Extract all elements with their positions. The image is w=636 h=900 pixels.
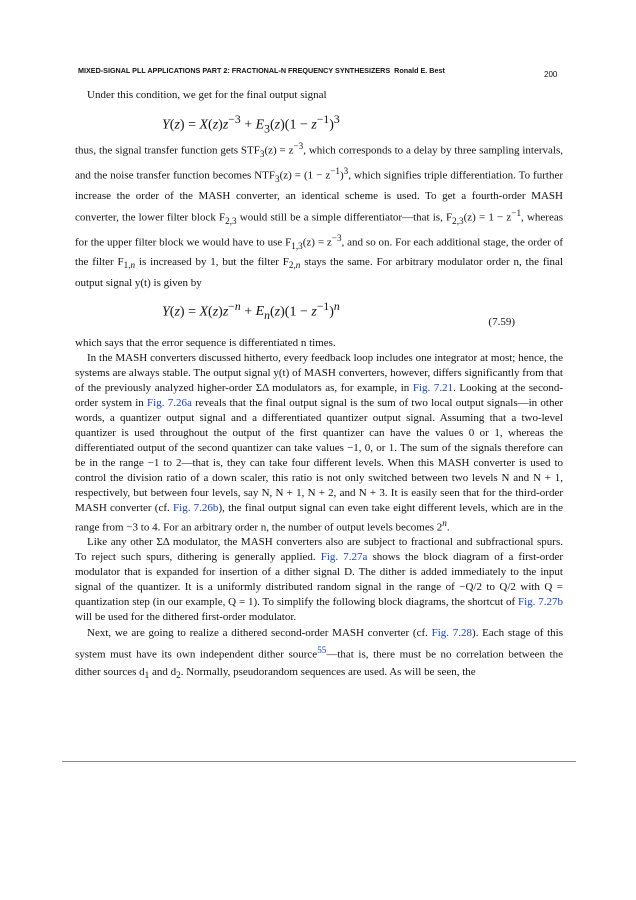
paragraph-3: In the MASH converters discussed hitherto, every feedback loop includes one integrator at most; hence, the systems are always stable. The output signal y(t) of MASH converters, however, differs significantly from that of the previously analyzed higher-order ΣΔ modulators as, for example, in Fig. 7.21. Looking at the second-order system in Fig. 7.26a reveals that the final output signal is the sum of two local output signals—in other words, a quantizer output signal and a differentiated quantizer output signal. Assuming that a two-level quantizer is used throughout the output of the first quantizer can have the values 0 or 1, whereas the differentiated output of the second quantizer can take values −1, 0, or 1. The sum of the signals therefore can be in the range −1 to 2—that is, they can take four different levels. When this MASH converter is used to control the division ratio of a down scaler, this ratio is not only switched between two levels N and N + 1, respectively, but between four levels, say N, N + 1, N + 2, and N + 3. It is easily seen that for the third-order MASH converter (cf. Fig. 7.26b), the final output signal can even take eight different levels, which are in the range from −3 to 4. For an arbitrary order n, the number of output levels becomes 2$^n$. xyxy=(75,351,564,534)
equation-2-math: $Y(z) = X(z)z^{-n} + E_n(z)(1 - z^{-1})^n$ xyxy=(162,299,340,323)
equation-1-math: $Y(z) = X(z)z^{-3} + E_3(z)(1 - z^{-1})^3$ xyxy=(162,113,340,136)
equation-1 xyxy=(75,104,563,138)
fig-7-26b-link[interactable]: Fig. 7.26b xyxy=(173,501,219,514)
paragraph-4: Like any other ΣΔ modulator, the MASH converters also are subject to fractional and subfractional spurs. To reject such spurs, dithering is generally applied. Fig. 7.27a shows the block diagram of a first-order modulator that is expanded for insertion of a dither signal D. The dither is added immediately to the input signal of the quantizer. It is a uniformly distributed random signal in the range of −Q/2 to Q/2 with Q = quantization step (in our example, Q = 1). To simplify the following block diagrams, the shortcut of Fig. 7.27b will be used for the dithered first-order modulator. xyxy=(75,536,563,624)
header-author: Ronald E. Best xyxy=(394,66,445,75)
running-header xyxy=(78,66,508,76)
equation-2 xyxy=(75,292,563,336)
equation-number: (7.59) xyxy=(488,315,515,328)
fig-7-28-link[interactable]: Fig. 7.28 xyxy=(431,627,473,640)
fig-7-27b-link[interactable]: Fig. 7.27b xyxy=(517,596,563,609)
paragraph-5: Next, we are going to realize a dithered second-order MASH converter (cf. Fig. 7.28). Each stage of this system must have its own independent dither source$^{55}$—that is, there must be no correlation between the dither sources $d_1$ and $d_2$. Normally, pseudorandom sequences are used. As will be seen, the xyxy=(75,627,563,681)
body-text xyxy=(75,87,563,684)
footer-rule xyxy=(62,761,576,762)
header-title: MIXED-SIGNAL PLL APPLICATIONS PART 2: FRACTIONAL-N FREQUENCY SYNTHESIZERS xyxy=(78,66,391,75)
footnote-55-link[interactable]: 55 xyxy=(317,645,327,656)
fig-7-26a-link[interactable]: Fig. 7.26a xyxy=(147,396,192,409)
page-number: 200 xyxy=(544,70,558,79)
fig-7-27a-link[interactable]: Fig. 7.27a xyxy=(320,551,368,564)
paragraph-2: which says that the error sequence is differentiated n times. xyxy=(75,336,336,349)
paragraph-intro: Under this condition, we get for the final output signal xyxy=(87,89,327,101)
paragraph-1: thus, the signal transfer function gets $STF_3(z) = z^{-3}$, which corresponds to a delay by three sampling intervals, and the noise transfer function becomes $NTF_3(z) = (1 - z^{-1})^3$, which signifies triple differentiation. To further increase the order of the MASH converter, an identical scheme is used. To get a fourth-order MASH converter, the lower filter block $F_{2,3}$ would still be a simple differentiator—that is, $F_{2,3}(z) = 1 - z^{-1}$, whereas for the upper filter block we would have to use $F_{1,3}(z) = z^{-3}$, and so on. For each additional stage, the order of the filter $F_{1,n}$ is increased by 1, but the filter $F_{2,n}$ stays the same. For arbitrary modulator order n, the final output signal y(t) is given by xyxy=(75,141,563,289)
fig-7-21-link[interactable]: Fig. 7.21 xyxy=(412,381,454,394)
